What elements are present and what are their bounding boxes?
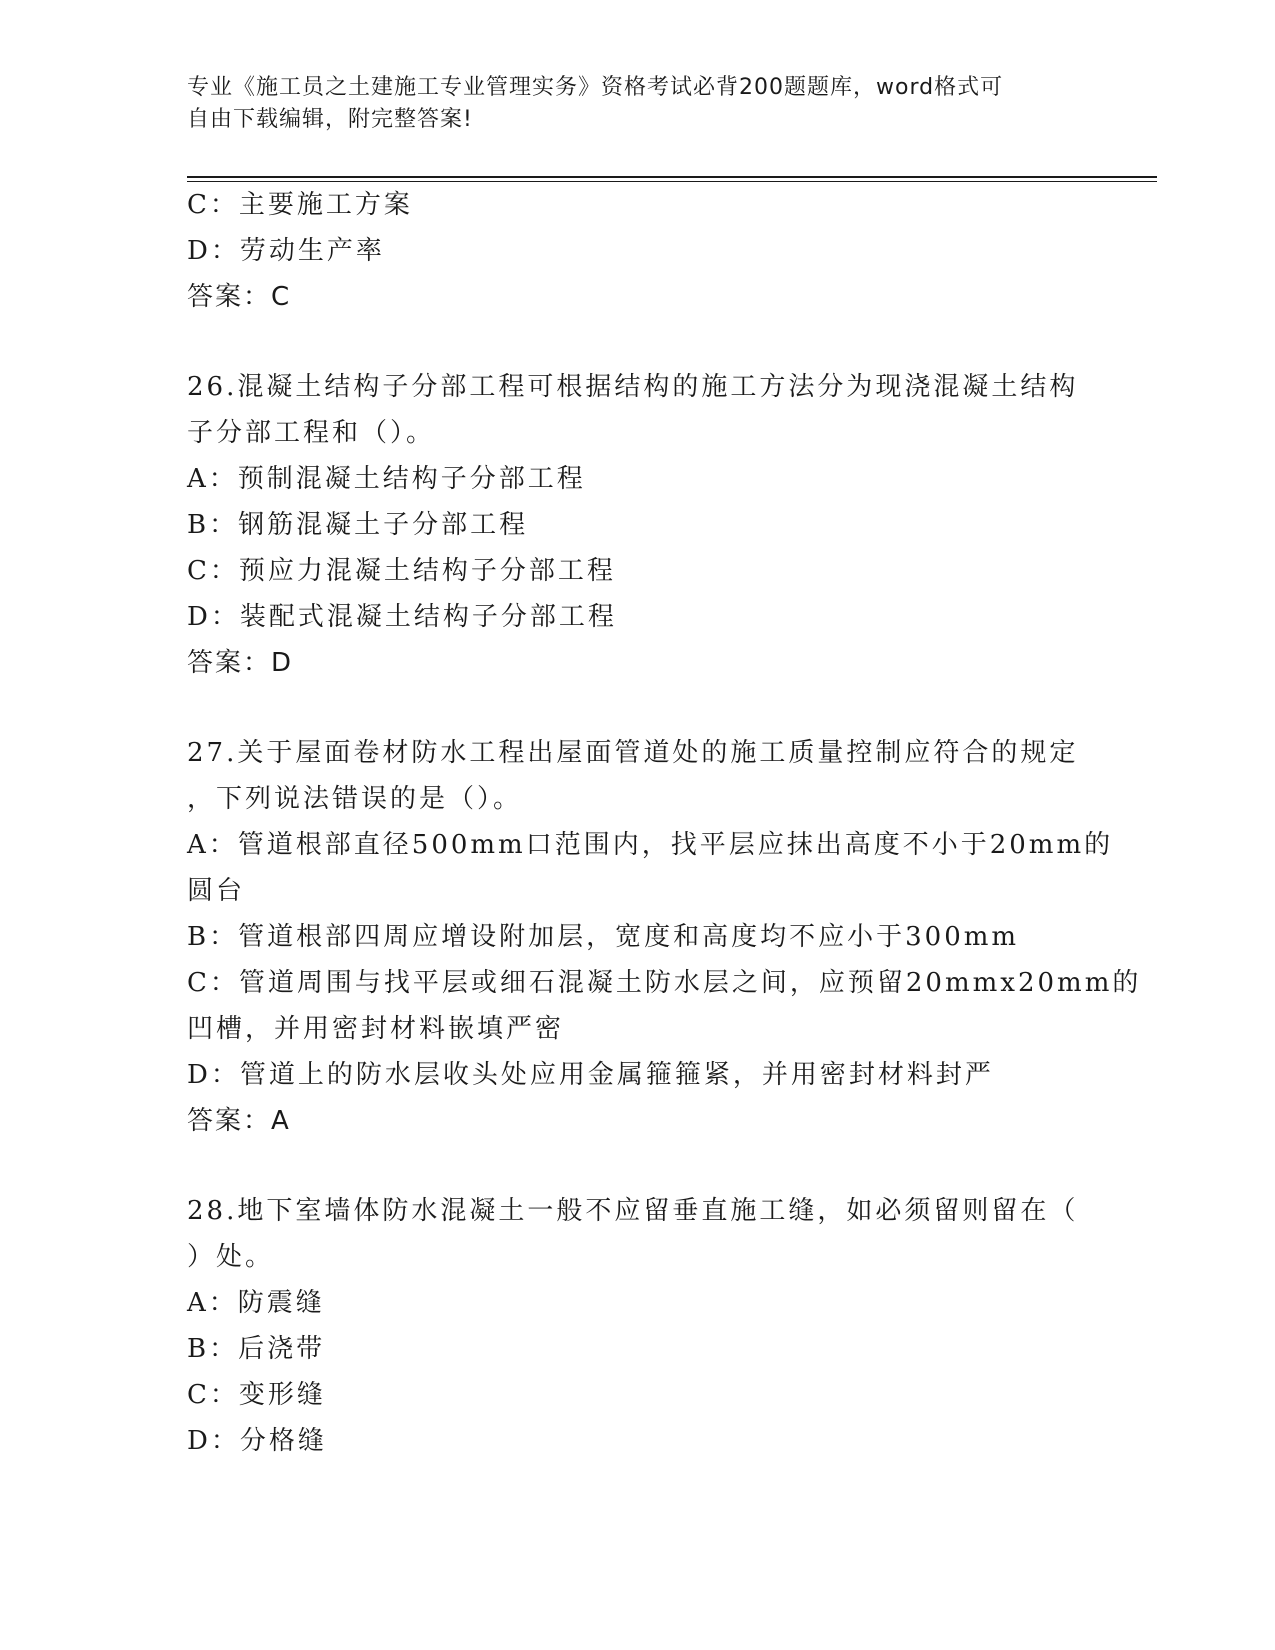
question-line: C：变形缝	[187, 1380, 326, 1410]
question-line: B：后浇带	[187, 1334, 326, 1364]
question-line: ，下列说法错误的是（）。	[187, 784, 523, 814]
question-line: 27.关于屋面卷材防水工程出屋面管道处的施工质量控制应符合的规定	[187, 738, 1079, 768]
question-line: D：劳动生产率	[187, 236, 385, 266]
block-spacer	[187, 686, 1157, 730]
question-line: 26.混凝土结构子分部工程可根据结构的施工方法分为现浇混凝土结构	[187, 372, 1079, 402]
question-block	[187, 730, 1157, 1144]
question-block	[187, 182, 1157, 320]
question-line: A：预制混凝土结构子分部工程	[187, 464, 586, 494]
question-line: A：管道根部直径500mm口范围内，找平层应抹出高度不小于20mm的	[187, 830, 1114, 860]
answer-line: 答案：A	[187, 1106, 291, 1136]
block-spacer	[187, 1144, 1157, 1188]
answer-line: 答案：D	[187, 648, 294, 678]
question-line: 子分部工程和（）。	[187, 418, 436, 448]
document-page	[187, 72, 1157, 1464]
question-line: ）处。	[187, 1242, 275, 1272]
question-line: B：管道根部四周应增设附加层，宽度和高度均不应小于300mm	[187, 922, 1020, 952]
question-line: D：管道上的防水层收头处应用金属箍箍紧，并用密封材料封严	[187, 1060, 994, 1090]
question-line: D：分格缝	[187, 1426, 327, 1456]
question-line: C：主要施工方案	[187, 190, 413, 220]
question-block	[187, 1188, 1157, 1464]
question-list	[187, 182, 1157, 1464]
question-block	[187, 364, 1157, 686]
answer-line: 答案：C	[187, 282, 292, 312]
question-line: A：防震缝	[187, 1288, 325, 1318]
question-line: C：管道周围与找平层或细石混凝土防水层之间，应预留20mmx20mm的	[187, 968, 1142, 998]
question-line: C：预应力混凝土结构子分部工程	[187, 556, 616, 586]
block-spacer	[187, 320, 1157, 364]
header-rule	[187, 176, 1157, 178]
document-header: 专业《施工员之土建施工专业管理实务》资格考试必背200题题库，word格式可 自由下载编辑，附完整答案!	[187, 75, 1004, 132]
question-line: B：钢筋混凝土子分部工程	[187, 510, 529, 540]
question-line: 凹槽，并用密封材料嵌填严密	[187, 1014, 565, 1044]
question-line: 28.地下室墙体防水混凝土一般不应留垂直施工缝，如必须留则留在（	[187, 1196, 1079, 1226]
question-line: D：装配式混凝土结构子分部工程	[187, 602, 617, 632]
question-line: 圆台	[187, 876, 246, 906]
